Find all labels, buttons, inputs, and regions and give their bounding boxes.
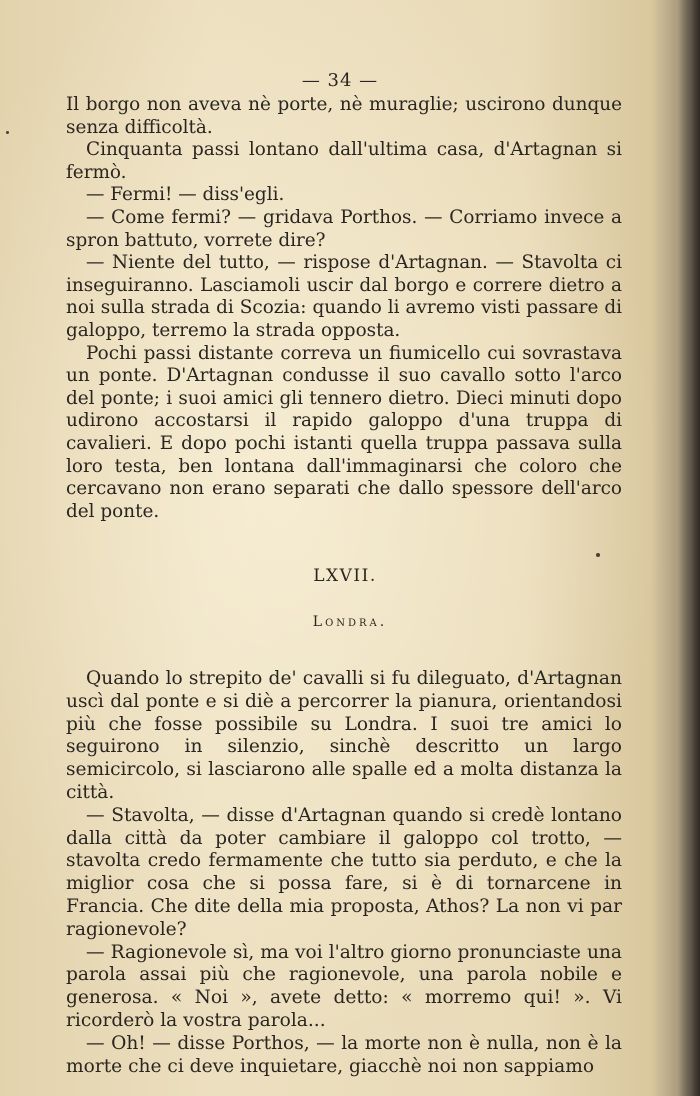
paper-speck [6, 131, 9, 134]
page-number: — 34 — [301, 70, 379, 91]
chapter-title: Londra. [312, 614, 388, 630]
paragraph: — Niente del tutto, — rispose d'Artagnan. — Stavolta ci inseguiranno. Lasciamoli uscir dal borgo e correre dietro a noi sulla strada di Scozia: quando li avremo visti passare di galoppo, terremo la strada opposta. [66, 252, 622, 341]
paragraph: Cinquanta passi lontano dall'ultima casa, d'Artagnan si fermò. [66, 139, 622, 183]
paragraph: — Fermi! — diss'egli. [86, 184, 285, 206]
paragraph: Il borgo non aveva nè porte, nè muraglie; uscirono dunque senza difficoltà. [66, 94, 622, 138]
text-block-top [66, 94, 622, 523]
paragraph: Quando lo strepito de' cavalli si fu dileguato, d'Artagnan uscì dal ponte e si diè a percorrer la pianura, orientandosi più che fosse possibile su Londra. I suoi tre amici lo seguirono in silenzio, sinchè descritto un largo semicircolo, si lasciarono alle spalle ed a molta distanza la città. [66, 668, 622, 803]
paper-speck [596, 553, 600, 557]
paragraph: — Come fermi? — gridava Porthos. — Corriamo invece a spron battuto, vorrete dire? [66, 206, 622, 251]
paragraph: Pochi passi distante correva un fiumicello cui sovrastava un ponte. D'Artagnan condusse il suo cavallo sotto l'arco del ponte; i suoi amici gli tennero dietro. Dieci minuti dopo udirono accostarsi il rapido galoppo d'una truppa di cavalieri. E dopo pochi istanti quella truppa passava sulla loro testa, ben lontana dall'immaginarsi che coloro che cercavano non erano separati che dallo spessore dell'arco del ponte. [66, 342, 622, 522]
text-block-bottom [66, 668, 622, 1078]
paragraph: — Oh! — disse Porthos, — la morte non è nulla, non è la morte che ci deve inquietare, giacchè noi non sappiamo [66, 1032, 622, 1077]
chapter-number: LXVII. [313, 566, 377, 586]
binding-gutter-shadow [678, 0, 700, 1096]
paragraph: — Ragionevole sì, ma voi l'altro giorno pronunciaste una parola assai più che ragionevole, una parola nobile e generosa. « Noi », avete detto: « morremo qui! ». Vi ricorderò la vostra parola... [66, 941, 622, 1031]
paragraph: — Stavolta, — disse d'Artagnan quando si credè lontano dalla città da poter cambiare il galoppo col trotto, — stavolta credo fermamente che tutto sia perduto, e che la miglior cosa che si possa fare, si è di tornarcene in Francia. Che dite della mia proposta, Athos? La non vi par ragionevole? [66, 804, 622, 940]
